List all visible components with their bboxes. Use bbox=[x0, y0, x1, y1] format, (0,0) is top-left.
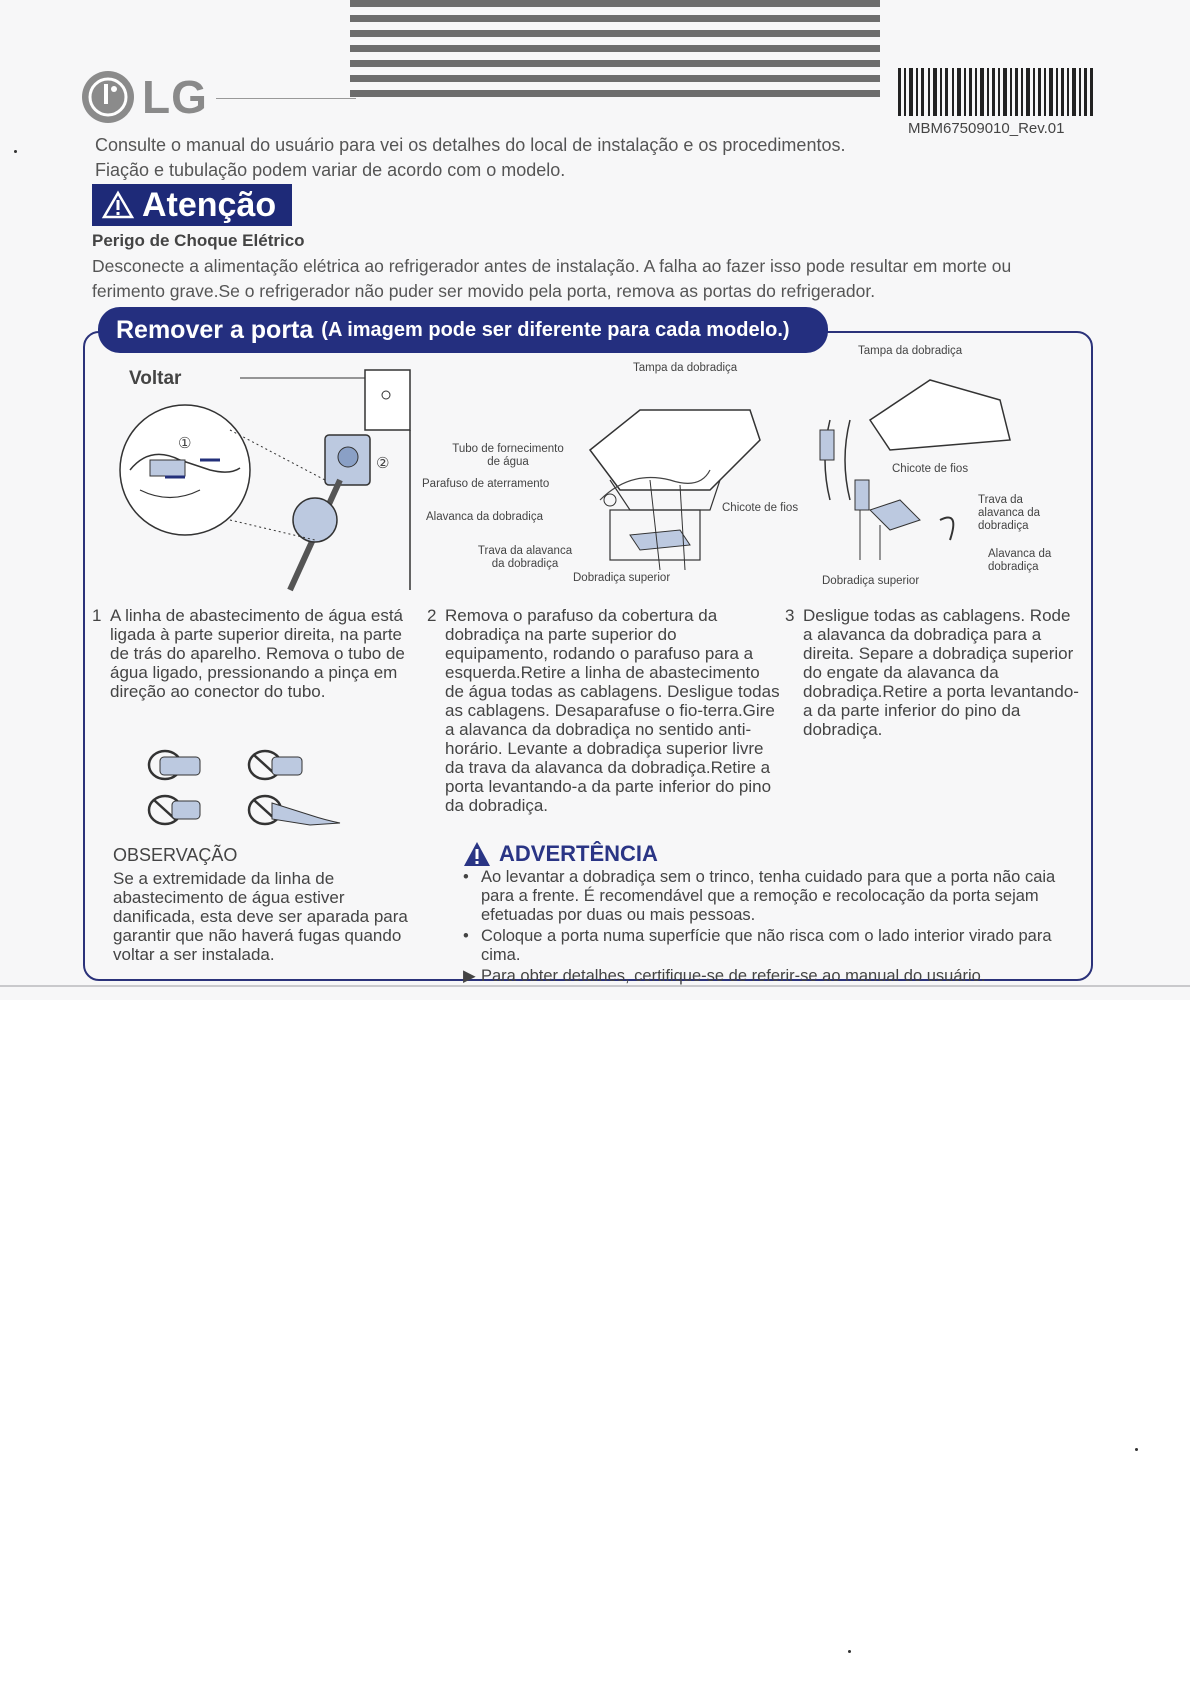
section-banner bbox=[98, 307, 828, 353]
lg-logo bbox=[82, 70, 208, 124]
warning-icon bbox=[463, 841, 491, 867]
warning-heading bbox=[463, 841, 658, 867]
warning-item bbox=[463, 868, 1083, 925]
logo-divider bbox=[216, 98, 356, 99]
fig2-hinge-lever-label: Alavanca da dobradiça bbox=[426, 511, 543, 523]
fig2-upper-hinge-label: Dobradiça superior bbox=[573, 572, 671, 584]
fig2-water-tube-label: Tubo de fornecimento de água bbox=[452, 443, 564, 468]
step-3-number: 3 bbox=[785, 606, 795, 625]
fig2-hinge-cover-label: Tampa da dobradiça bbox=[633, 362, 738, 374]
fig2-lever-lock-label: Trava da alavanca da dobradiça bbox=[477, 545, 573, 570]
warning-item-text: Coloque a porta numa superfície que não risca com o lado interior virado para cima. bbox=[481, 927, 1052, 964]
section-title: Remover a porta bbox=[116, 315, 314, 344]
step-2 bbox=[427, 606, 780, 815]
callout-1: ① bbox=[178, 435, 192, 452]
bullet-dot: • bbox=[463, 868, 469, 886]
caution-body: Desconecte a alimentação elétrica ao refrigerador antes de instalação. A falha ao fazer isso pode resultar em morte ou ferimento grave.Se o refrigerador não puder ser movido pela porta, remova as portas do refrigerador. bbox=[92, 256, 1012, 301]
scan-speck bbox=[14, 150, 17, 153]
caution-subtitle: Perigo de Choque Elétrico bbox=[92, 231, 305, 250]
tube-end-frayed-icon bbox=[249, 796, 340, 825]
note-body: Se a extremidade da linha de abastecimento de água estiver danificada, esta deve ser aparada para garantir que não haverá fugas quando voltar a ser instalada. bbox=[113, 869, 408, 964]
caution-title: Atenção bbox=[142, 185, 277, 224]
intro-line-1: Consulte o manual do usuário para vei os detalhes do local de instalação e os procedimentos. bbox=[95, 135, 846, 155]
scan-speck bbox=[1135, 1448, 1138, 1451]
intro-line-2: Fiação e tubulação podem variar de acordo com o modelo. bbox=[95, 160, 566, 180]
warning-item-text: Ao levantar a dobradiça sem o trinco, tenha cuidado para que a porta não caia para a frente. É recomendável que a remoção e recolocação da porta sejam efetuadas por duas ou mais pessoas. bbox=[481, 868, 1056, 924]
warning-item bbox=[463, 967, 1083, 986]
brand-name: LG bbox=[142, 71, 208, 123]
warning-title: ADVERTÊNCIA bbox=[499, 841, 658, 866]
step-2-text: Remova o parafuso da cobertura da dobradiça na parte superior do equipamento, rodando o parafuso para a esquerda.Retire a linha de abastecimento de água todas as cablagens. Desligue todas as cablagens. Desaparafuse o fio-terra.Gire a alavanca da dobradiça no sentido anti-horário. Levante a dobradiça superior livre da trava da alavanca da dobradiça.Retire a porta levantando-a da parte inferior do pino da dobradiça. bbox=[445, 606, 780, 815]
fig3-lever-lock-label: Trava da alavanca da dobradiça bbox=[978, 494, 1041, 532]
caution-heading bbox=[92, 184, 292, 226]
bullet-arrow-icon: ▶ bbox=[463, 967, 476, 985]
scan-speck bbox=[848, 1650, 851, 1653]
lg-logo-icon bbox=[82, 71, 134, 123]
warning-list bbox=[463, 868, 1083, 988]
note-title: OBSERVAÇÃO bbox=[113, 845, 238, 865]
fig2-ground-screw-label: Parafuso de aterramento bbox=[422, 478, 550, 490]
tube-end-cut-icon bbox=[249, 751, 302, 779]
figure-hinge-2 bbox=[540, 370, 800, 570]
intro-text bbox=[95, 133, 845, 183]
step-1-text: A linha de abastecimento de água está ligada à parte superior direita, na parte de trás do aparelho. Remova o tubo de água ligado, pressionando a pinça em direção ao conector do tubo. bbox=[110, 606, 405, 701]
tube-end-crushed-icon bbox=[149, 796, 200, 824]
model-number: MBM67509010_Rev.01 bbox=[908, 120, 1065, 137]
warning-item-text: Para obter detalhes, certifique-se de referir-se ao manual do usuário. bbox=[481, 967, 986, 985]
warning-item bbox=[463, 927, 1083, 965]
callout-2: ② bbox=[376, 455, 390, 472]
fig3-upper-hinge-label: Dobradiça superior bbox=[822, 575, 920, 587]
fig3-hinge-lever-label: Alavanca da dobradiça bbox=[988, 548, 1052, 573]
decorative-stripes bbox=[350, 0, 880, 108]
warning-triangle-icon bbox=[102, 191, 134, 219]
barcode bbox=[898, 68, 1093, 116]
back-label: Voltar bbox=[129, 368, 182, 389]
step-3-text: Desligue todas as cablagens. Rode a alavanca da dobradiça para a direita. Separe a dobradiça superior do engate da alavanca da dobradiça.Retire a porta levantando-a da parte inferior do pino da dobradiça. bbox=[803, 606, 1079, 739]
fig3-wire-harness-label: Chicote de fios bbox=[892, 463, 969, 475]
tube-end-ok-icon bbox=[149, 751, 200, 779]
step-1 bbox=[92, 606, 410, 701]
step-1-number: 1 bbox=[92, 606, 102, 625]
bullet-dot: • bbox=[463, 927, 469, 945]
fig3-hinge-cover-label: Tampa da dobradiça bbox=[858, 345, 963, 357]
tube-end-icons bbox=[140, 745, 360, 845]
step-3 bbox=[785, 606, 1083, 739]
step-2-number: 2 bbox=[427, 606, 437, 625]
fig2-wire-harness-label: Chicote de fios bbox=[722, 502, 799, 514]
figure-water-tube bbox=[110, 360, 430, 590]
section-subtitle: (A imagem pode ser diferente para cada modelo.) bbox=[321, 318, 790, 341]
